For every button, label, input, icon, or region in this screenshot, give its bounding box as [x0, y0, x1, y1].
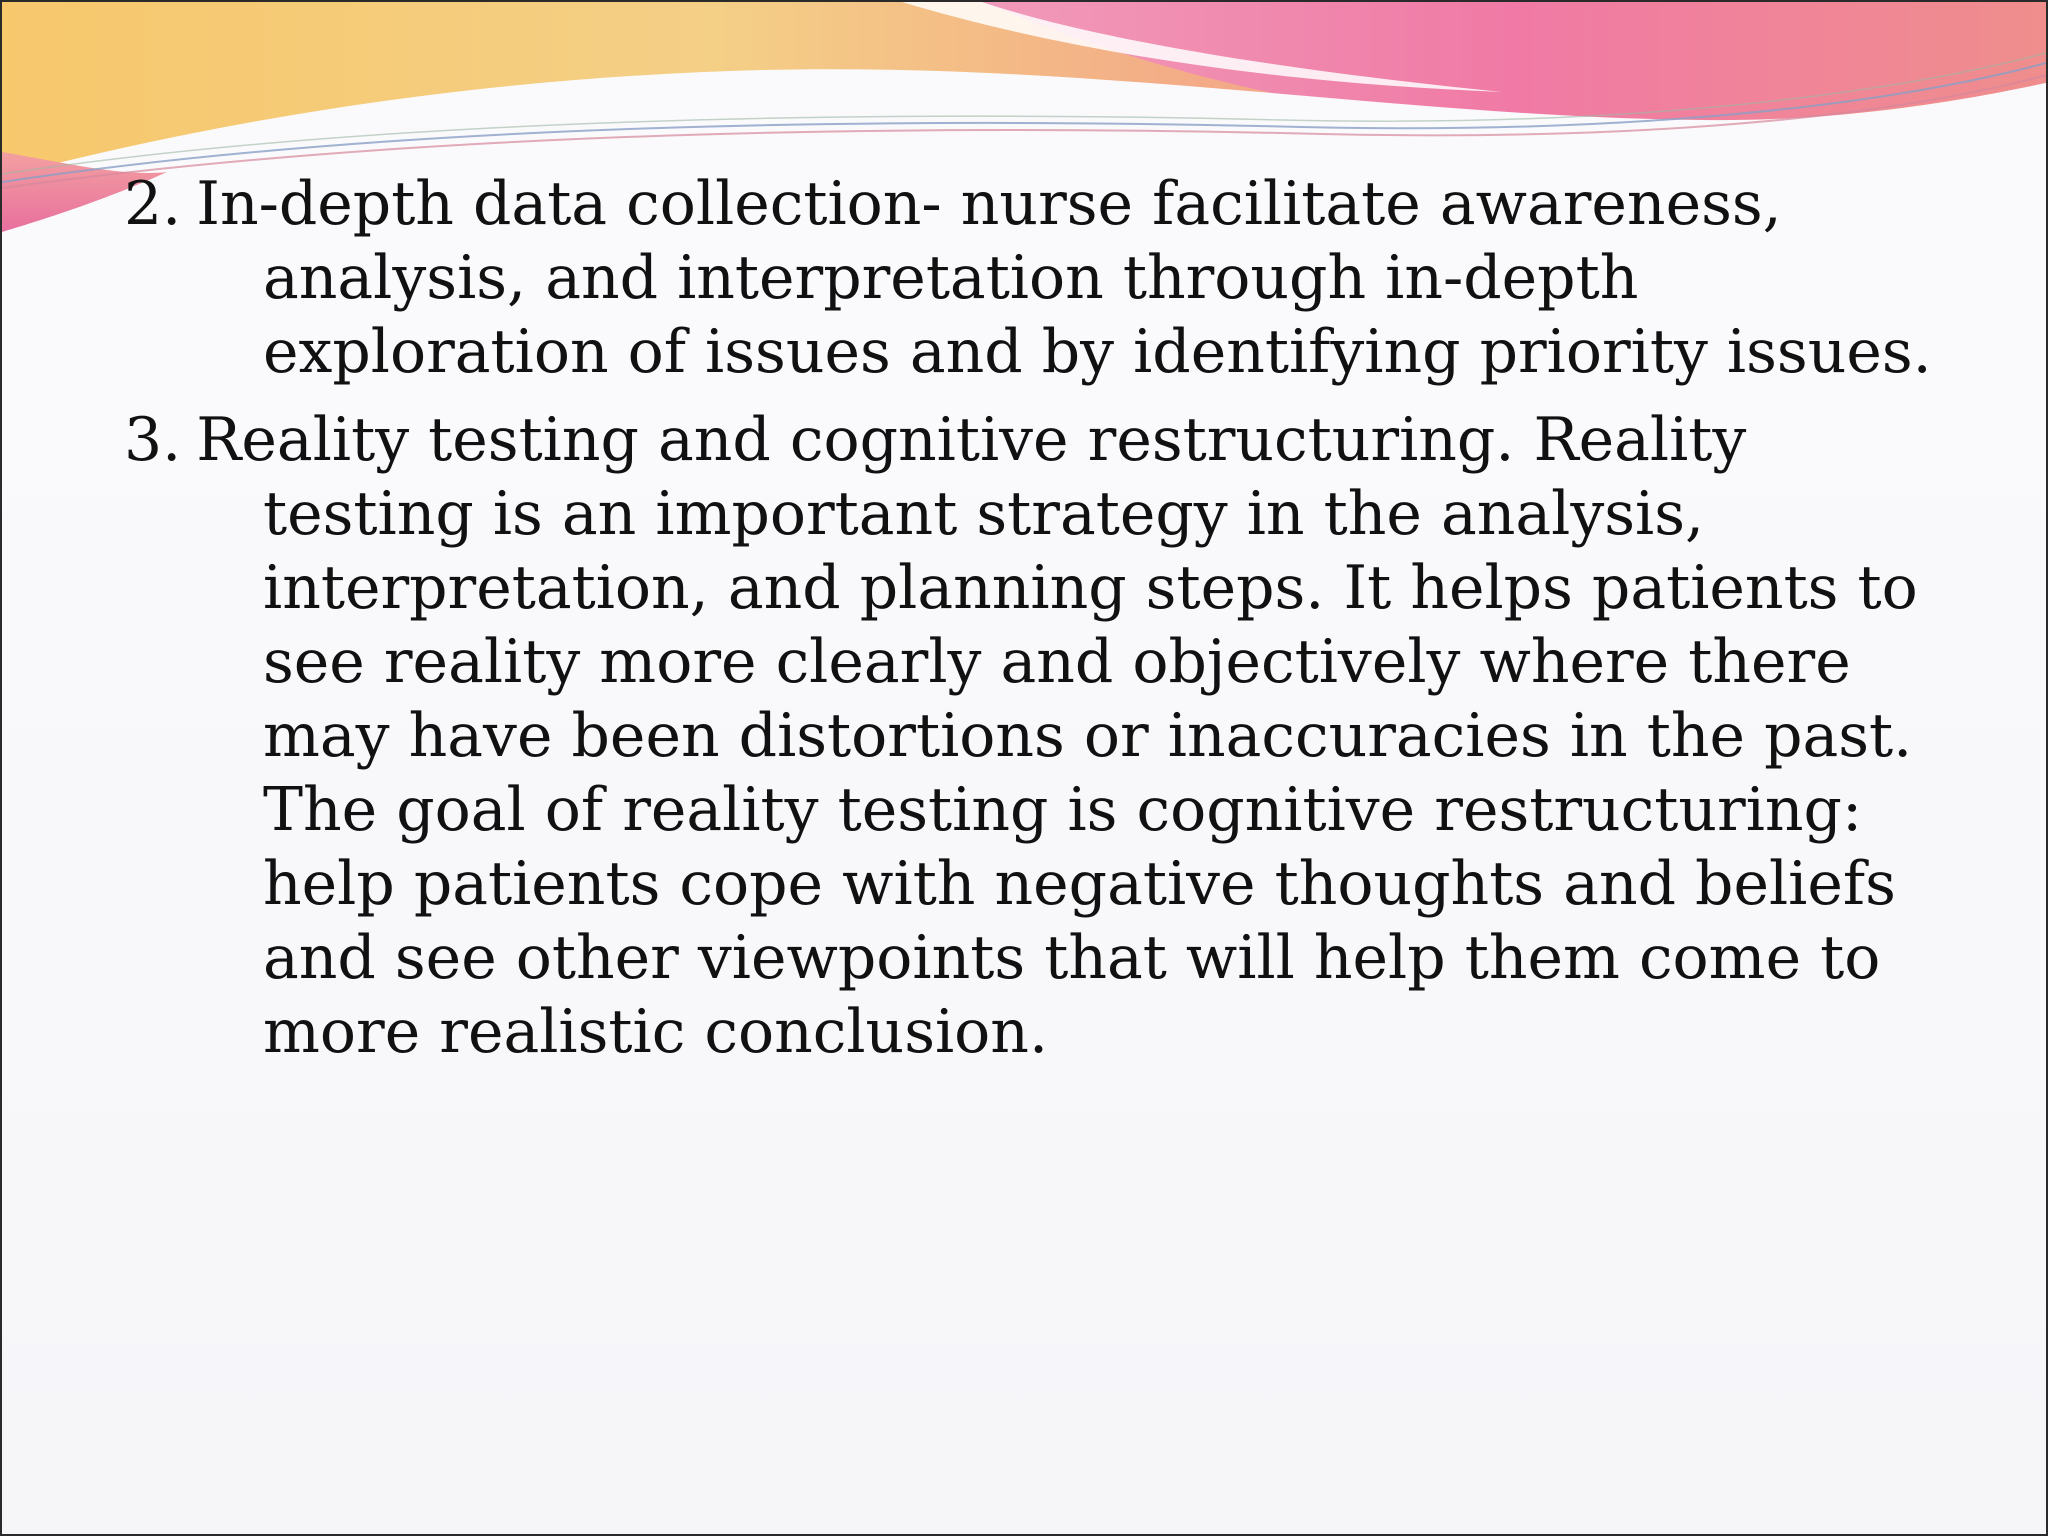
item-number: 2. — [124, 169, 182, 239]
list-item — [124, 167, 1964, 389]
list-item — [124, 403, 1964, 1069]
item-number: 3. — [124, 405, 182, 475]
item-text: In-depth data collection- nurse facilitate awareness, analysis, and interpretation through in-depth exploration of issues and by identifying priority issues. — [196, 169, 1932, 387]
item-text: Reality testing and cognitive restructuring. Reality testing is an important strategy in the analysis, interpretation, and planning steps. It helps patients to see reality more clearly and objectively where there may have been distortions or inaccuracies in the past. The goal of reality testing is cognitive restructuring: help patients cope with negative thoughts and beliefs and see other viewpoints that will help them come to more realistic conclusion. — [196, 405, 1918, 1067]
slide-content — [124, 167, 1964, 1083]
